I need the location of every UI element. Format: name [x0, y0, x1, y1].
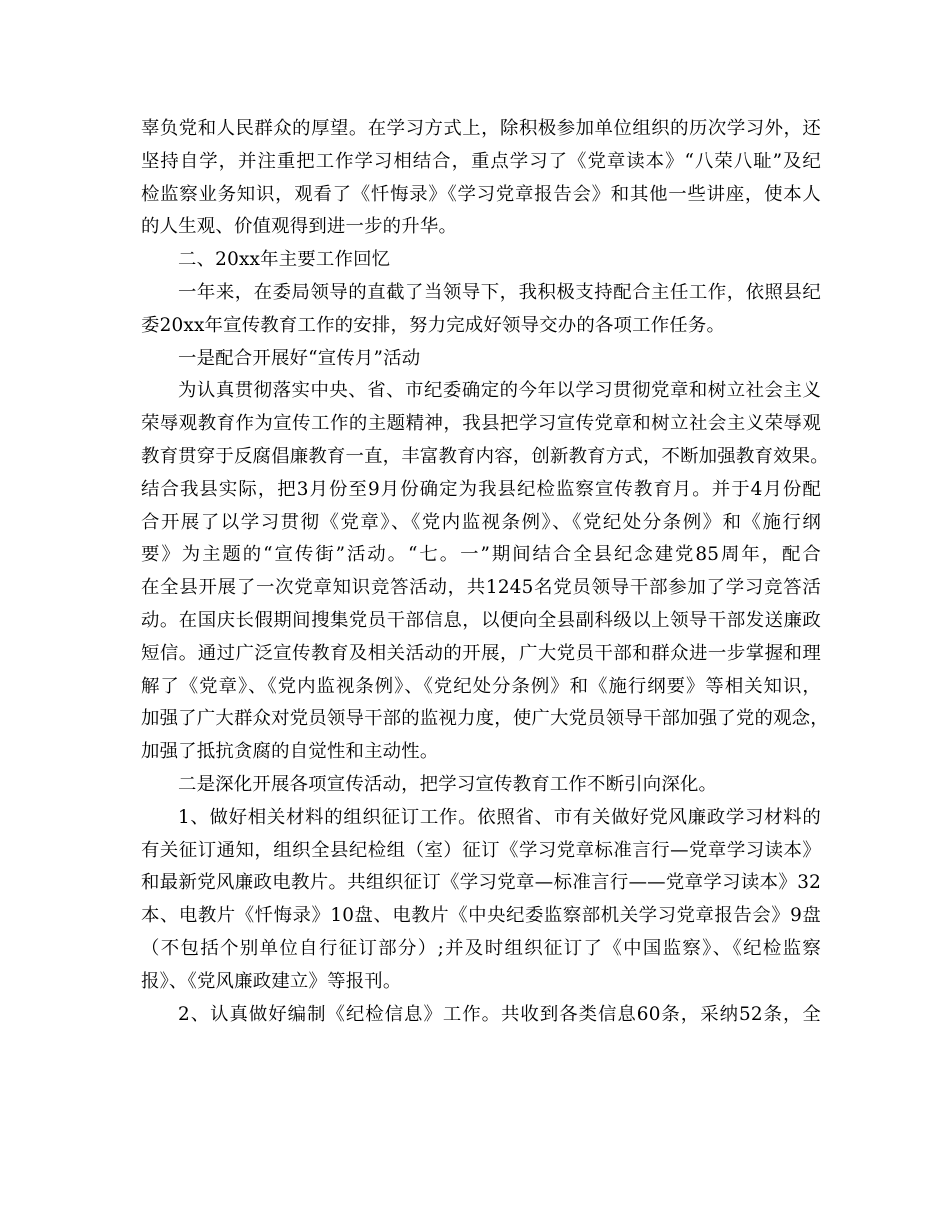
text-line: 二是深化开展各项宣传活动，把学习宣传教育工作不断引向深化。	[178, 773, 718, 795]
text-line: 短信。通过广泛宣传教育及相关活动的开展，广大党员干部和群众进一步掌握和理	[141, 642, 821, 664]
text-line: 合开展了以学习贯彻《党章》、《党内监视条例》、《党纪处分条例》和《施行纲	[141, 511, 821, 533]
text-line: 辜负党和人民群众的厚望。在学习方式上，除积极参加单位组织的历次学习外，还	[141, 118, 821, 139]
text-line: 解了《党章》、《党内监视条例》、《党纪处分条例》和《施行纲要》等相关知识，	[141, 675, 821, 697]
text-line: 的人生观、价值观得到进一步的升华。	[141, 216, 458, 238]
text-line: 检监察业务知识，观看了《忏悔录》《学习党章报告会》和其他一些讲座，使本人	[141, 183, 821, 205]
text-line: 本、电教片《忏悔录》10盘、电教片《中央纪委监察部机关学习党章报告会》9盘	[141, 905, 821, 927]
text-line: 要》为主题的“宣传街”活动。“七。一”期间结合全县纪念建党85周年，配合	[141, 544, 821, 566]
text-line: 和最新党风廉政电教片。共组织征订《学习党章—标准言行——党章学习读本》32	[141, 872, 821, 894]
text-line: 一是配合开展好“宣传月”活动	[178, 347, 421, 369]
text-line: 荣辱观教育作为宣传工作的主题精神，我县把学习宣传党章和树立社会主义荣辱观	[141, 413, 821, 435]
text-line: 动。在国庆长假期间搜集党员干部信息，以便向全县副科级以上领导干部发送廉政	[141, 609, 821, 631]
text-line: （不包括个别单位自行征订部分）;并及时组织征订了《中国监察》、《纪检监察	[141, 937, 821, 959]
text-line: 结合我县实际，把3月份至9月份确定为我县纪检监察宣传教育月。并于4月份配	[141, 478, 821, 500]
text-line: 为认真贯彻落实中央、省、市纪委确定的今年以学习贯彻党章和树立社会主义	[178, 380, 821, 402]
text-line: 教育贯穿于反腐倡廉教育一直，丰富教育内容，创新教育方式，不断加强教育效果。	[141, 445, 829, 467]
text-line: 2、认真做好编制《纪检信息》工作。共收到各类信息60条，采纳52条，全	[178, 1003, 821, 1025]
text-line: 在全县开展了一次党章知识竞答活动，共1245名党员领导干部参加了学习竞答活	[141, 577, 821, 599]
text-line: 二、20xx年主要工作回忆	[178, 249, 391, 271]
text-line: 一年来，在委局领导的直截了当领导下，我积极支持配合主任工作，依照县纪	[178, 281, 821, 303]
text-line: 加强了抵抗贪腐的自觉性和主动性。	[141, 741, 439, 763]
document-body	[141, 113, 829, 1031]
text-line: 委20xx年宣传教育工作的安排，努力完成好领导交办的各项工作任务。	[141, 314, 726, 336]
text-line: 有关征订通知，组织全县纪检组（室）征订《学习党章标准言行—党章学习读本》	[141, 839, 821, 861]
text-line: 坚持自学，并注重把工作学习相结合，重点学习了《党章读本》“八荣八耻”及纪	[141, 150, 821, 172]
text-line: 报》、《党风廉政建立》等报刊。	[141, 970, 402, 992]
text-line: 加强了广大群众对党员领导干部的监视力度，使广大党员领导干部加强了党的观念，	[141, 708, 829, 730]
text-line: 1、做好相关材料的组织征订工作。依照省、市有关做好党风廉政学习材料的	[178, 806, 821, 828]
